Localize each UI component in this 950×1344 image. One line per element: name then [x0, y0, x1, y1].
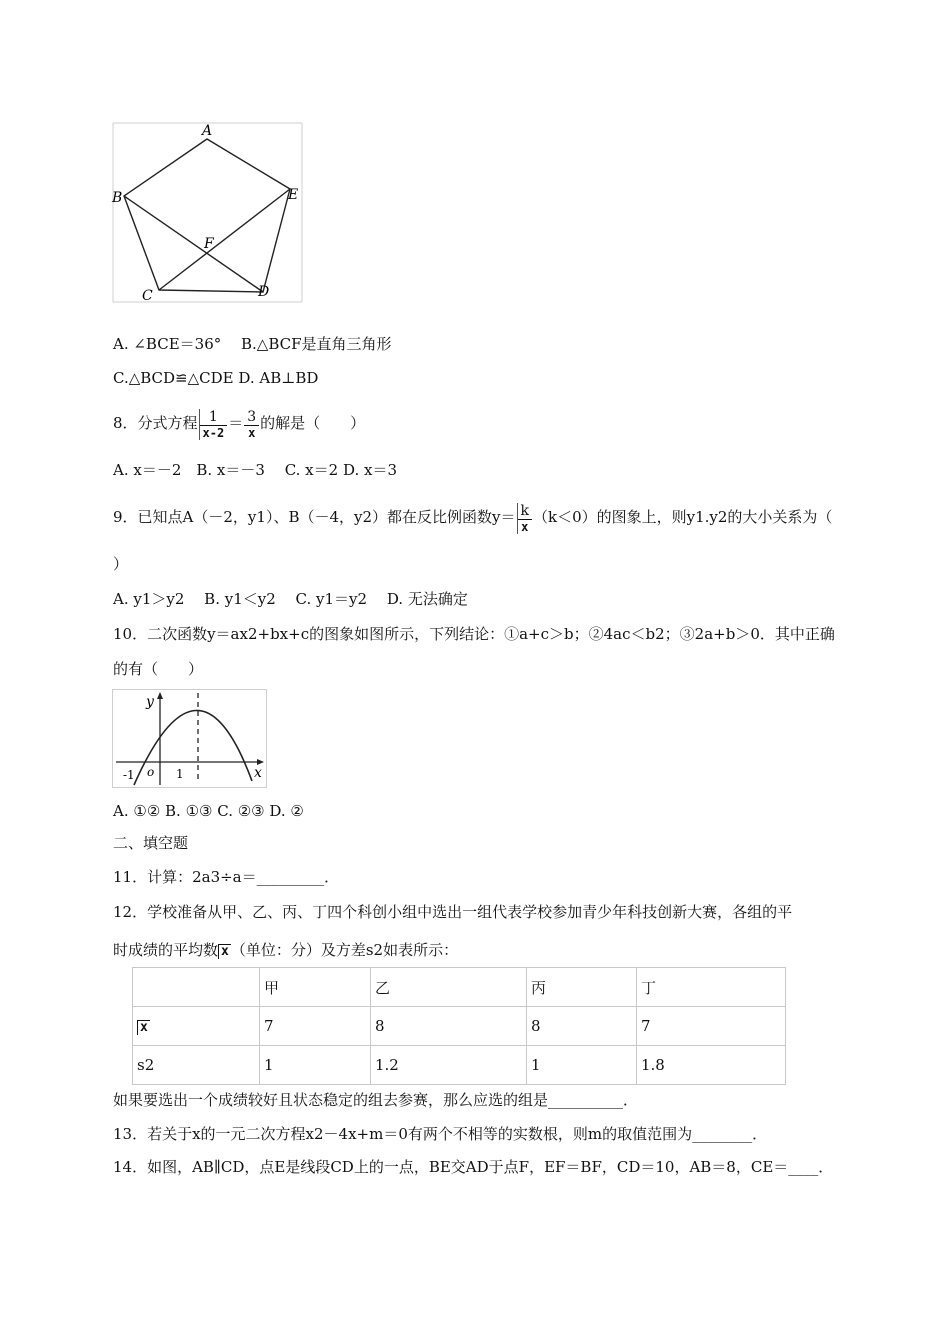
mean-yi: 8 — [371, 1007, 527, 1046]
diagonal-be — [124, 196, 263, 292]
q13-question: 13．若关于x的一元二次方程x2－4x+m＝0有两个不相等的实数根，则m的取值范围为________． — [113, 1125, 768, 1143]
header-cell-empty — [133, 968, 260, 1007]
stats-table — [132, 967, 786, 1085]
q9-suffix: （k＜0）的图象上，则y1.y2的大小关系为（ — [532, 508, 833, 526]
q12-question-line1: 12．学校准备从甲、乙、丙、丁四个科创小组中选出一组代表学校参加青少年科技创新大赛，各组的平 — [113, 903, 793, 921]
label-a: A — [202, 123, 213, 139]
label-d: D — [258, 284, 270, 300]
y-axis-arrow — [157, 692, 163, 699]
q9-line2: ） — [113, 555, 129, 573]
q12-question-line2 — [113, 940, 458, 960]
var-ding: 1.8 — [637, 1046, 786, 1085]
label-c: C — [142, 288, 153, 304]
header-cell-ding: 丁 — [637, 968, 786, 1007]
q8-suffix: 的解是（ ） — [260, 414, 366, 432]
q11-question: 11．计算：2a3÷a＝_________． — [113, 868, 340, 886]
q9-frac-den: x — [518, 519, 532, 534]
q8-fraction-1 — [199, 409, 228, 440]
q10-question-line2: 的有（ ） — [113, 660, 204, 678]
graph-frame — [113, 690, 267, 788]
q9-prefix: 9．已知点A（－2，y1）、B（－4，y2）都在反比例函数y＝ — [113, 508, 516, 526]
mean-symbol-table: x — [137, 1020, 150, 1035]
row-label-variance: s2 — [133, 1046, 260, 1085]
q14-question: 14．如图，AB∥CD，点E是线段CD上的一点，BE交AD于点F，EF＝BF，CD＝10，AB＝8，CE＝____． — [113, 1158, 834, 1176]
diagonal-ce — [159, 189, 290, 290]
q8-frac2-num: 3 — [247, 408, 257, 425]
label-e: E — [288, 187, 299, 203]
label-f: F — [204, 236, 214, 252]
label-neg1: -1 — [123, 768, 135, 782]
q7-options-line1: A. ∠BCE＝36° B.△BCF是直角三角形 — [113, 335, 392, 353]
table-row-variance — [133, 1046, 786, 1085]
label-b: B — [112, 190, 123, 206]
q9-frac-num: k — [520, 502, 529, 519]
pentagon-figure — [111, 122, 304, 304]
q9-options: A. y1＞y2 B. y1＜y2 C. y1＝y2 D. 无法确定 — [113, 590, 468, 608]
var-yi: 1.2 — [371, 1046, 527, 1085]
q8-frac1-num: 1 — [208, 408, 218, 425]
section-title-fill-blank: 二、填空题 — [113, 834, 189, 852]
q7-options-line2: C.△BCD≌△CDE D. AB⊥BD — [113, 369, 319, 387]
q8-frac1-den: x-2 — [200, 425, 228, 440]
q9-question — [113, 497, 832, 537]
q8-equals: ＝ — [228, 414, 244, 432]
label-o: o — [147, 765, 155, 779]
q12-suffix: （单位：分）及方差s2如表所示： — [230, 941, 459, 959]
q8-prefix: 8．分式方程 — [113, 414, 198, 432]
mean-bing: 8 — [527, 1007, 637, 1046]
header-cell-bing: 丙 — [527, 968, 637, 1007]
header-cell-yi: 乙 — [371, 968, 527, 1007]
q10-question: 10．二次函数y＝ax2+bx+c的图象如图所示，下列结论：①a+c＞b；②4ac＜b2；③2a+b＞0．其中正确 — [113, 625, 835, 643]
mean-symbol: x — [218, 944, 231, 959]
label-x: x — [254, 765, 262, 781]
table-row-mean — [133, 1007, 786, 1046]
q12-after-table: 如果要选出一个成绩较好且状态稳定的组去参赛，那么应选的组是__________． — [113, 1091, 639, 1109]
q8-options: A. x＝－2 B. x＝－3 C. x＝2 D. x＝3 — [113, 461, 397, 479]
q8-frac2-den: x — [244, 425, 259, 440]
row-label-mean — [133, 1007, 260, 1046]
header-cell-jia: 甲 — [260, 968, 371, 1007]
label-1: 1 — [176, 767, 184, 781]
q9-fraction — [517, 503, 532, 534]
q8-question — [113, 403, 365, 443]
parabola-graph — [112, 689, 268, 789]
q10-options: A. ①② B. ①③ C. ②③ D. ② — [113, 802, 304, 820]
mean-jia: 7 — [260, 1007, 371, 1046]
pentagon-outline — [124, 139, 290, 292]
q12-prefix: 时成绩的平均数 — [113, 941, 219, 959]
label-y: y — [146, 694, 154, 710]
var-jia: 1 — [260, 1046, 371, 1085]
mean-ding: 7 — [637, 1007, 786, 1046]
var-bing: 1 — [527, 1046, 637, 1085]
q8-fraction-2 — [244, 409, 259, 440]
table-header-row — [133, 968, 786, 1007]
